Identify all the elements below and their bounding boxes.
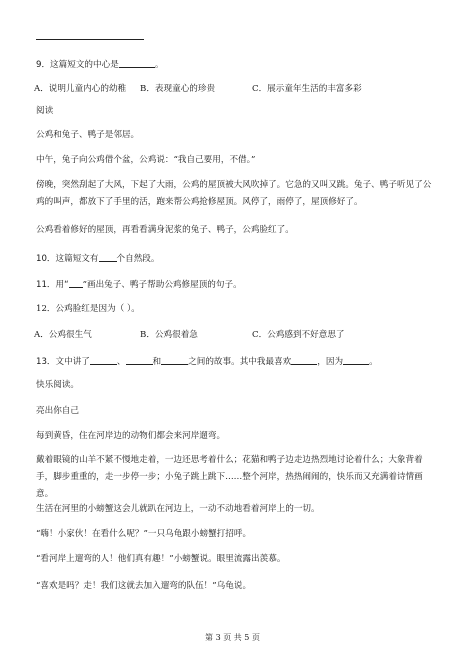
story-paragraph: 每到黄昏，住在河岸边的动物们都会来河岸遛弯。: [36, 431, 226, 441]
page-footer: 第 3 页 共 5 页: [205, 633, 260, 642]
q12-option-b[interactable]: B．公鸡很着急: [140, 330, 198, 340]
question-13: 13．文中讲了 、 和 之间的故事。其中我最喜欢 ，因为 。: [36, 357, 378, 367]
passage-paragraph: 中午，兔子向公鸡借个盆，公鸡说：“我自己要用，不借。”: [36, 155, 256, 165]
section-title: 快乐阅读。: [36, 380, 79, 390]
answer-blank[interactable]: [90, 355, 117, 365]
answer-blank[interactable]: [126, 355, 153, 365]
story-paragraph: “喜欢是吗？走！我们这就去加入遛弯的队伍！”乌龟说。: [36, 581, 252, 591]
story-title: 亮出你自己: [36, 406, 79, 416]
passage-paragraph: 傍晚，突然刮起了大风，下起了大雨，公鸡的屋顶被大风吹掉了。它急的又叫又跳。兔子、鸭子听见了公鸡的叫声，都放下了手里的活，跑来帮公鸡抢修屋顶。风停了，雨停了，屋顶修好了。: [36, 180, 432, 207]
section-title: 阅读: [36, 106, 54, 116]
question-12: 12．公鸡脸红是因为（ ）。: [36, 304, 140, 314]
story-paragraph: 戴着眼镜的山羊不紧不慢地走着，一边还思考着什么；花猫和鸭子边走边热烈地讨论着什么；大象背着手，脚步重重的，走一步停一步；小兔子跳上跳下……整个河岸，热热闹闹的，快乐而又充满着诗情画意。: [36, 455, 423, 499]
q12-option-c[interactable]: C．公鸡感到不好意思了: [252, 330, 345, 340]
story-paragraph: 生活在河里的小螃蟹这会儿就趴在河边上，一动不动地看着河岸上的一切。: [36, 504, 320, 514]
question-9: 9．这篇短文的中心是 。: [36, 60, 164, 70]
q9-option-c[interactable]: C．展示童年生活的丰富多彩: [252, 84, 362, 94]
answer-blank[interactable]: [343, 355, 369, 365]
q9-option-a[interactable]: A．说明儿童内心的幼稚: [34, 84, 127, 94]
q9-option-b[interactable]: B．表现童心的珍贵: [140, 84, 216, 94]
q12-option-a[interactable]: A．公鸡很生气: [34, 330, 92, 340]
story-paragraph: “嗨！小家伙！在看什么呢？”一只乌龟跟小螃蟹打招呼。: [36, 529, 252, 539]
question-11: 11．用“ ”画出兔子、鸭子帮助公鸡修屋顶的句子。: [36, 280, 242, 290]
underline-mark: [69, 278, 83, 288]
answer-line: [36, 39, 144, 40]
answer-blank[interactable]: [161, 355, 188, 365]
story-paragraph: “看河岸上遛弯的人！他们真有趣！”小螃蟹说。眼里流露出羡慕。: [36, 554, 286, 564]
answer-blank[interactable]: [99, 252, 117, 262]
passage-paragraph: 公鸡看着修好的屋顶，再看看满身泥浆的兔子、鸭子，公鸡脸红了。: [36, 225, 294, 235]
passage-paragraph: 公鸡和兔子、鸭子是邻居。: [36, 130, 140, 140]
question-10: 10．这篇短文有 个自然段。: [36, 254, 160, 264]
answer-blank[interactable]: [119, 58, 155, 68]
answer-blank[interactable]: [291, 355, 317, 365]
